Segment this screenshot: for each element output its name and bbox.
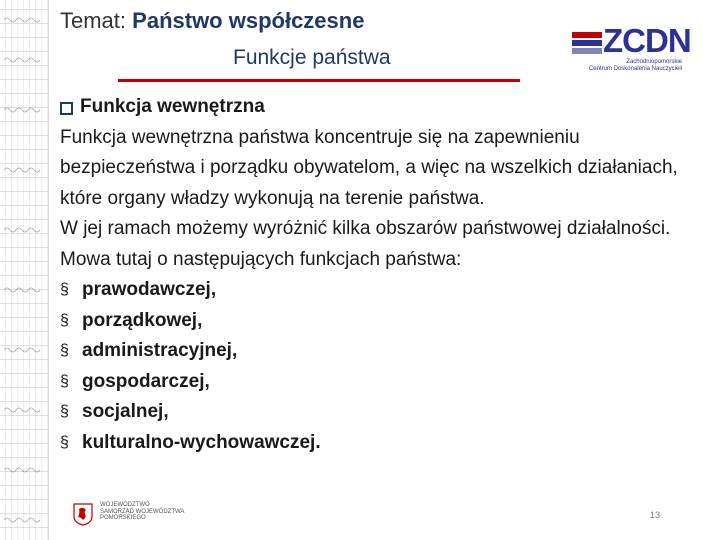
paragraph-areas: W jej ramach możemy wyróżnić kilka obszarów państwowej działalności. Mowa tutaj o następujących funkcjach państwa: (60, 218, 671, 270)
griffin-crest-icon (72, 502, 94, 526)
list-item-text: kulturalno-wychowawczej. (82, 431, 321, 453)
title-underline (118, 79, 520, 82)
section-sign-icon: § (60, 311, 69, 329)
functions-list (60, 275, 700, 458)
section-heading (60, 92, 700, 123)
topic-label: Temat: (60, 8, 127, 33)
list-item-text: socjalnej, (82, 401, 169, 422)
list-item (60, 367, 700, 398)
slide-title (60, 8, 364, 34)
list-item (60, 306, 700, 337)
topic-name: Państwo współczesne (132, 8, 365, 33)
checkbox-bullet-icon (60, 102, 73, 115)
footer-text (100, 502, 190, 522)
footer-line2: SAMORZĄD WOJEWÓDZTWA (100, 508, 185, 515)
list-item-text: prawodawczej, (82, 279, 217, 300)
footer-line1: WOJEWÓDZTWO (100, 502, 150, 508)
footer-line3: POMORSKIEGO (100, 515, 146, 521)
list-item (60, 428, 700, 459)
logo-caption (574, 59, 682, 73)
slide-content (60, 92, 700, 458)
pomorskie-footer-logo (72, 502, 192, 526)
section-sign-icon: § (60, 372, 69, 390)
section-sign-icon: § (60, 433, 69, 451)
page-number: 13 (650, 510, 661, 520)
section-sign-icon: § (60, 342, 69, 359)
logo-caption-line2: Centrum Doskonalenia Nauczycieli (588, 66, 682, 72)
list-item-text: porządkowej, (82, 309, 203, 331)
logo-wordmark: ZCDN (603, 22, 691, 59)
zcdn-logo (570, 22, 691, 72)
list-item-text: gospodarczej, (82, 370, 210, 392)
list-item-text: administracyjnej, (82, 340, 238, 361)
section-heading-text: Funkcja wewnętrzna (80, 96, 265, 117)
list-item (60, 397, 700, 428)
decorative-handwriting-strip (0, 0, 49, 540)
list-item (60, 336, 700, 367)
logo-caption-line1: Zachodniopomorskie (626, 59, 682, 65)
section-sign-icon: § (60, 403, 69, 420)
paragraph-intro: Funkcja wewnętrzna państwa koncentruje się na zapewnieniu bezpieczeństwa i porządku obywatelom, a więc na wszelkich działaniach, które organy władzy wykonują na terenie państwa. (60, 126, 678, 209)
zcdn-flag-icon (572, 28, 602, 56)
section-sign-icon: § (60, 281, 69, 298)
handwriting-scribbles (0, 0, 48, 540)
list-item (60, 275, 700, 306)
slide-subtitle: Funkcje państwa (233, 46, 391, 69)
